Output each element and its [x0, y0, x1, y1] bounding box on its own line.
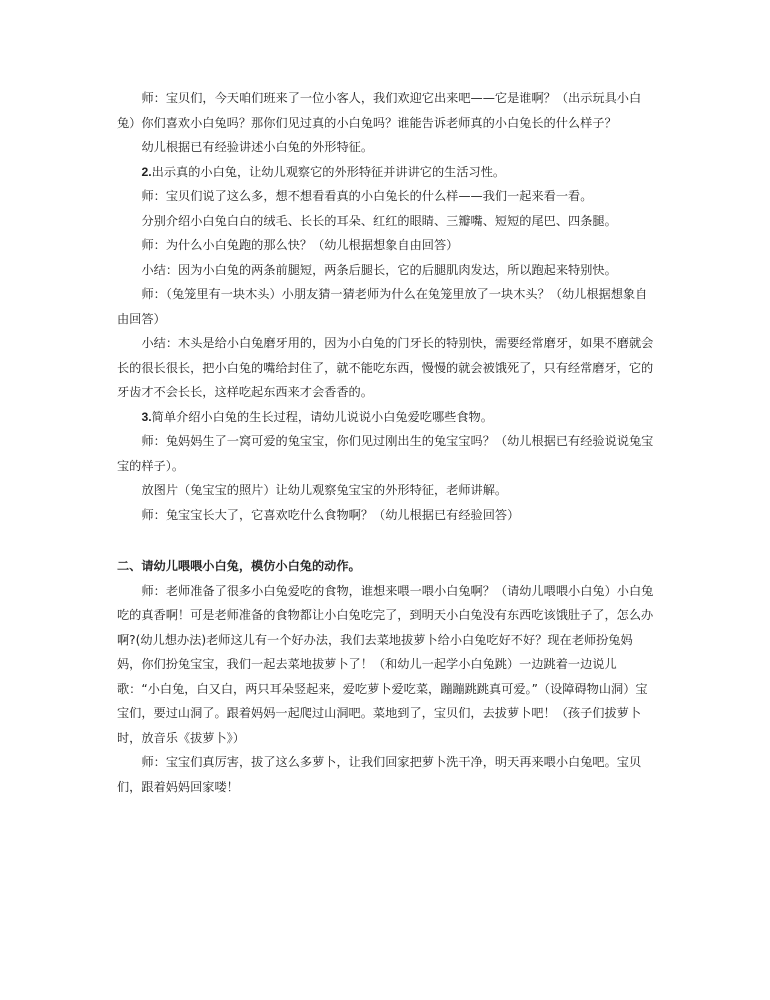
step-number: 3.: [141, 409, 152, 424]
paragraph-photo: 放图片（兔宝宝的照片）让幼儿观察兔宝宝的外形特征，老师讲解。: [141, 483, 508, 497]
step-number: 2.: [141, 164, 152, 179]
section-heading: 二、请幼儿喂喂小白兔，模仿小白兔的动作。: [117, 559, 361, 573]
paragraph-feeding-activity: 师：老师准备了很多小白兔爱吃的食物，谁想来喂一喂小白兔啊？（请幼儿喂喂小白兔）小白兔吃的真香啊！可是老师准备的食物都让小白兔吃完了，到明天小白兔没有东西吃该饿肚子了，怎么办啊?(幼儿想办法)老师这儿有一个好办法，我们去菜地拔萝卜给小白兔吃好不好？现在老师扮兔妈妈，你们扮兔宝宝，我们一起去菜地拔萝卜了！（和幼儿一起学小白兔跳）一边跳着一边说儿歌：“小白兔，白又白，两只耳朵竖起来，爱吃萝卜爱吃菜，蹦蹦跳跳真可爱。”（设障碍物山洞）宝宝们，要过山洞了。跟着妈妈一起爬过山洞吧。菜地到了，宝贝们，去拔萝卜吧！（孩子们拔萝卜时，放音乐《拔萝卜》）: [117, 583, 654, 745]
step-text: 出示真的小白兔，让幼儿观察它的外形特征并讲讲它的生活习性。: [151, 164, 506, 179]
paragraph-summary-teeth: 小结：木头是给小白兔磨牙用的，因为小白兔的门牙长的特别快，需要经常磨牙，如果不磨就会长的很长很长，把小白兔的嘴给封住了，就不能吃东西，慢慢的就会被饿死了，只有经常磨牙，它的牙齿才不会长长，这样吃起东西来才会香香的。: [117, 336, 654, 399]
section-gap: [117, 527, 657, 554]
step-2-paragraph: [117, 160, 657, 185]
paragraph-wood-question: 师：（兔笼里有一块木头）小朋友猜一猜老师为什么在兔笼里放了一块木头？（幼儿根据想象自由回答）: [117, 287, 648, 326]
paragraph-features: 分别介绍小白兔白白的绒毛、长长的耳朵、红红的眼睛、三瓣嘴、短短的尾巴、四条腿。: [141, 213, 617, 228]
paragraph-child-description: 幼儿根据已有经验讲述小白兔的外形特征。: [141, 140, 374, 154]
step-3-paragraph: [117, 405, 657, 430]
paragraph-conclusion: 师：宝宝们真厉害，拔了这么多萝卜，让我们回家把萝卜洗干净，明天再来喂小白兔吧。宝贝们，跟着妈妈回家喽！: [117, 755, 642, 794]
document-page: [117, 86, 657, 799]
step-text: 简单介绍小白兔的生长过程，请幼儿说说小白兔爱吃哪些食物。: [151, 409, 493, 424]
paragraph-food-question: 师：兔宝宝长大了，它喜欢吃什么食物啊？（幼儿根据已有经验回答）: [141, 507, 520, 522]
paragraph-why-fast: 师：为什么小白兔跑的那么快？（幼儿根据想象自由回答）: [141, 238, 459, 252]
paragraph-summary-legs: 小结：因为小白兔的两条前腿短，两条后腿长，它的后腿肌肉发达，所以跑起来特别快。: [141, 262, 617, 277]
paragraph-baby-rabbits: 师：兔妈妈生了一窝可爱的兔宝宝，你们见过刚出生的兔宝宝吗？（幼儿根据已有经验说说兔宝宝的样子）。: [117, 434, 654, 473]
paragraph-intro-question: 师：宝贝们，今天咱们班来了一位小客人，我们欢迎它出来吧——它是谁啊？（出示玩具小白兔）你们喜欢小白兔吗？那你们见过真的小白兔吗？谁能告诉老师真的小白兔长的什么样子？: [117, 91, 642, 130]
paragraph-teacher-look: 师：宝贝们说了这么多，想不想看看真的小白兔长的什么样——我们一起来看一看。: [141, 189, 593, 203]
